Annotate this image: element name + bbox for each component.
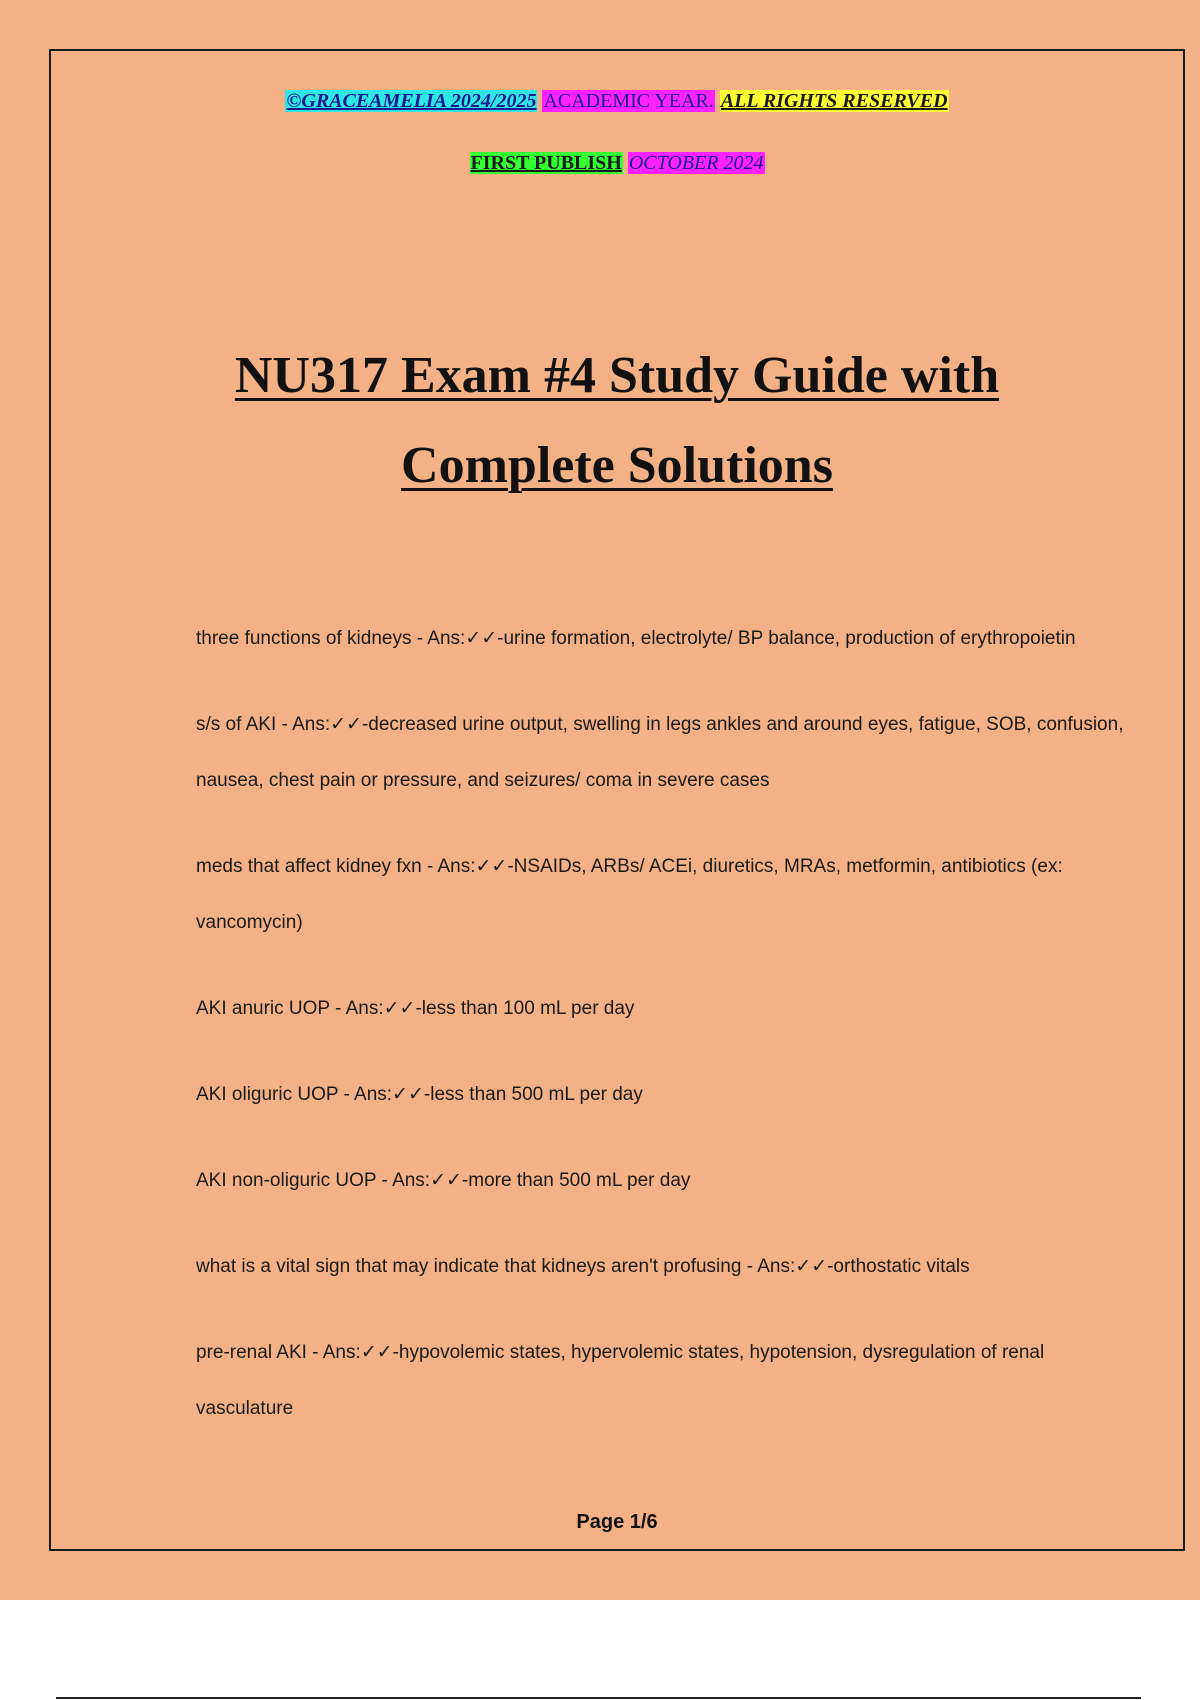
publish-header <box>51 151 1183 175</box>
qa-item: AKI non-oliguric UOP - Ans:✓✓-more than 500 mL per day <box>196 1170 691 1191</box>
academic-year-label: ACADEMIC YEAR. <box>543 90 714 112</box>
qa-item: s/s of AKI - Ans:✓✓-decreased urine output, swelling in legs ankles and around eyes, fatigue, SOB, confusion, nausea, chest pain or pressure, and seizures/ coma in severe cases <box>196 714 1124 791</box>
qa-item: three functions of kidneys - Ans:✓✓-urine formation, electrolyte/ BP balance, production of erythropoietin <box>196 628 1076 649</box>
qa-item: what is a vital sign that may indicate that kidneys aren't profusing - Ans:✓✓-orthostatic vitals <box>196 1256 970 1277</box>
publish-date-label: OCTOBER 2024 <box>628 152 764 174</box>
page-number: Page 1/6 <box>576 1511 658 1533</box>
title-line-2: Complete Solutions <box>401 437 833 494</box>
qa-item: pre-renal AKI - Ans:✓✓-hypovolemic states, hypervolemic states, hypotension, dysregulation of renal vasculature <box>196 1342 1045 1419</box>
qa-item: meds that affect kidney fxn - Ans:✓✓-NSAIDs, ARBs/ ACEi, diuretics, MRAs, metformin, antibiotics (ex: vancomycin) <box>196 856 1063 933</box>
first-publish-label: FIRST PUBLISH <box>470 152 622 174</box>
document-page-frame <box>49 49 1185 1551</box>
title-line-1: NU317 Exam #4 Study Guide with <box>234 347 1000 404</box>
document-title <box>51 331 1183 511</box>
rights-reserved-label: ALL RIGHTS RESERVED <box>720 90 948 112</box>
qa-list <box>196 611 1136 1467</box>
qa-item: AKI anuric UOP - Ans:✓✓-less than 100 mL per day <box>196 998 635 1019</box>
copyright-label: ©GRACEAMELIA 2024/2025 <box>286 90 537 112</box>
bottom-divider <box>56 1697 1141 1699</box>
copyright-header <box>51 89 1183 113</box>
qa-item: AKI oliguric UOP - Ans:✓✓-less than 500 mL per day <box>196 1084 643 1105</box>
